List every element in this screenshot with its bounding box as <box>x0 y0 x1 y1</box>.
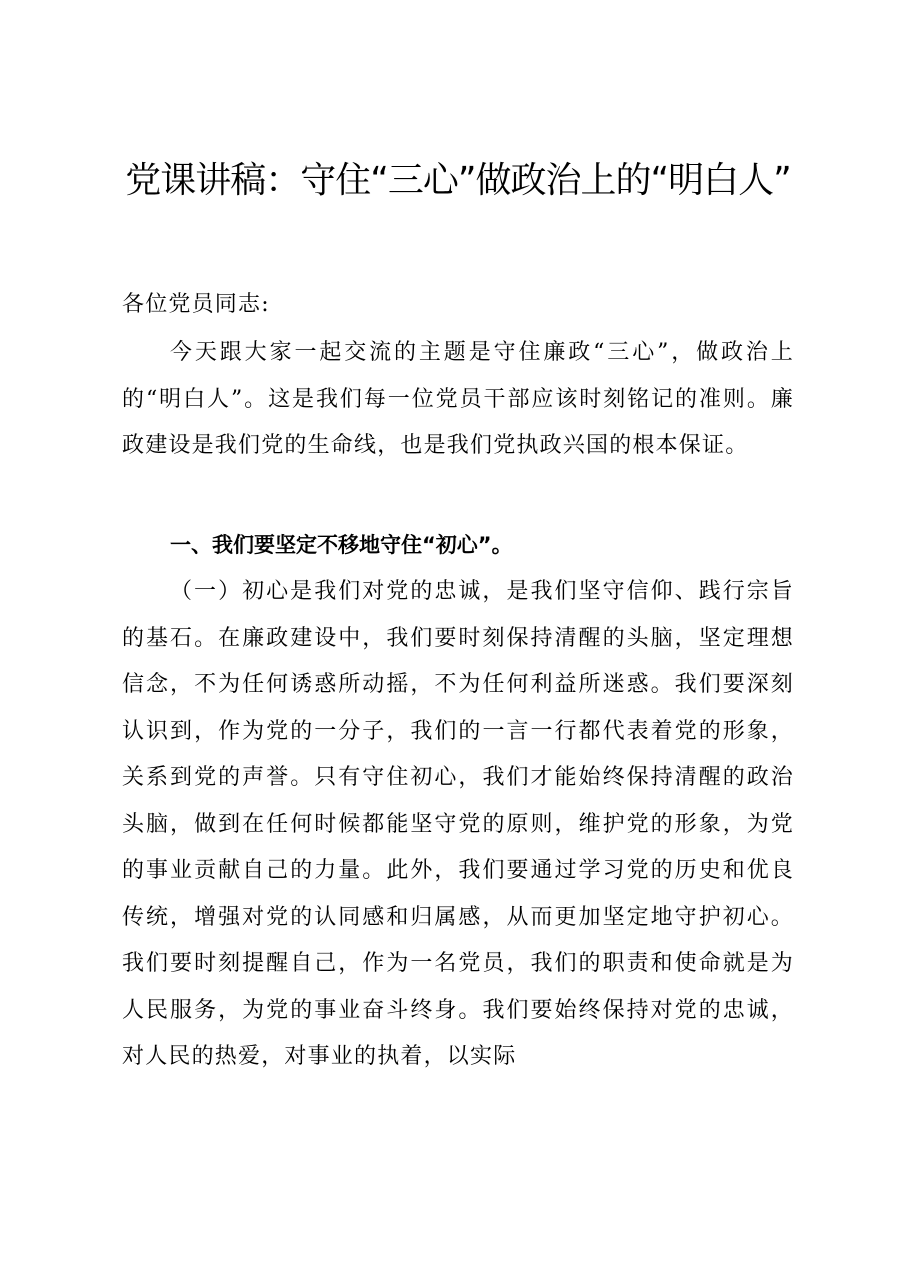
document-title: 党课讲稿：守住“三心”做政治上的“明白人” <box>125 160 791 201</box>
section-heading-1: 一、我们要坚定不移地守住“初心”。 <box>170 533 513 557</box>
section-1-paragraph-1: （一）初心是我们对党的忠诚，是我们坚守信仰、践行宗旨的基石。在廉政建设中，我们要时刻保持清醒的头脑，坚定理想信念，不为任何诱惑所动摇，不为任何利益所迷惑。我们要深刻认识到，作为党的一分子，我们的一言一行都代表着党的形象，关系到党的声誉。只有守住初心，我们才能始终保持清醒的政治头脑，做到在任何时候都能坚守党的原则，维护党的形象，为党的事业贡献自己的力量。此外，我们要通过学习党的历史和优良传统，增强对党的认同感和归属感，从而更加坚定地守护初心。我们要时刻提醒自己，作为一名党员，我们的职责和使命就是为人民服务，为党的事业奋斗终身。我们要始终保持对党的忠诚，对人民的热爱，对事业的执着，以实际 <box>122 579 794 1069</box>
salutation: 各位党员同志: <box>122 292 270 317</box>
intro-paragraph: 今天跟大家一起交流的主题是守住廉政“三心”，做政治上的“明白人”。这是我们每一位党员干部应该时刻铭记的准则。廉政建设是我们党的生命线，也是我们党执政兴国的根本保证。 <box>122 340 794 458</box>
